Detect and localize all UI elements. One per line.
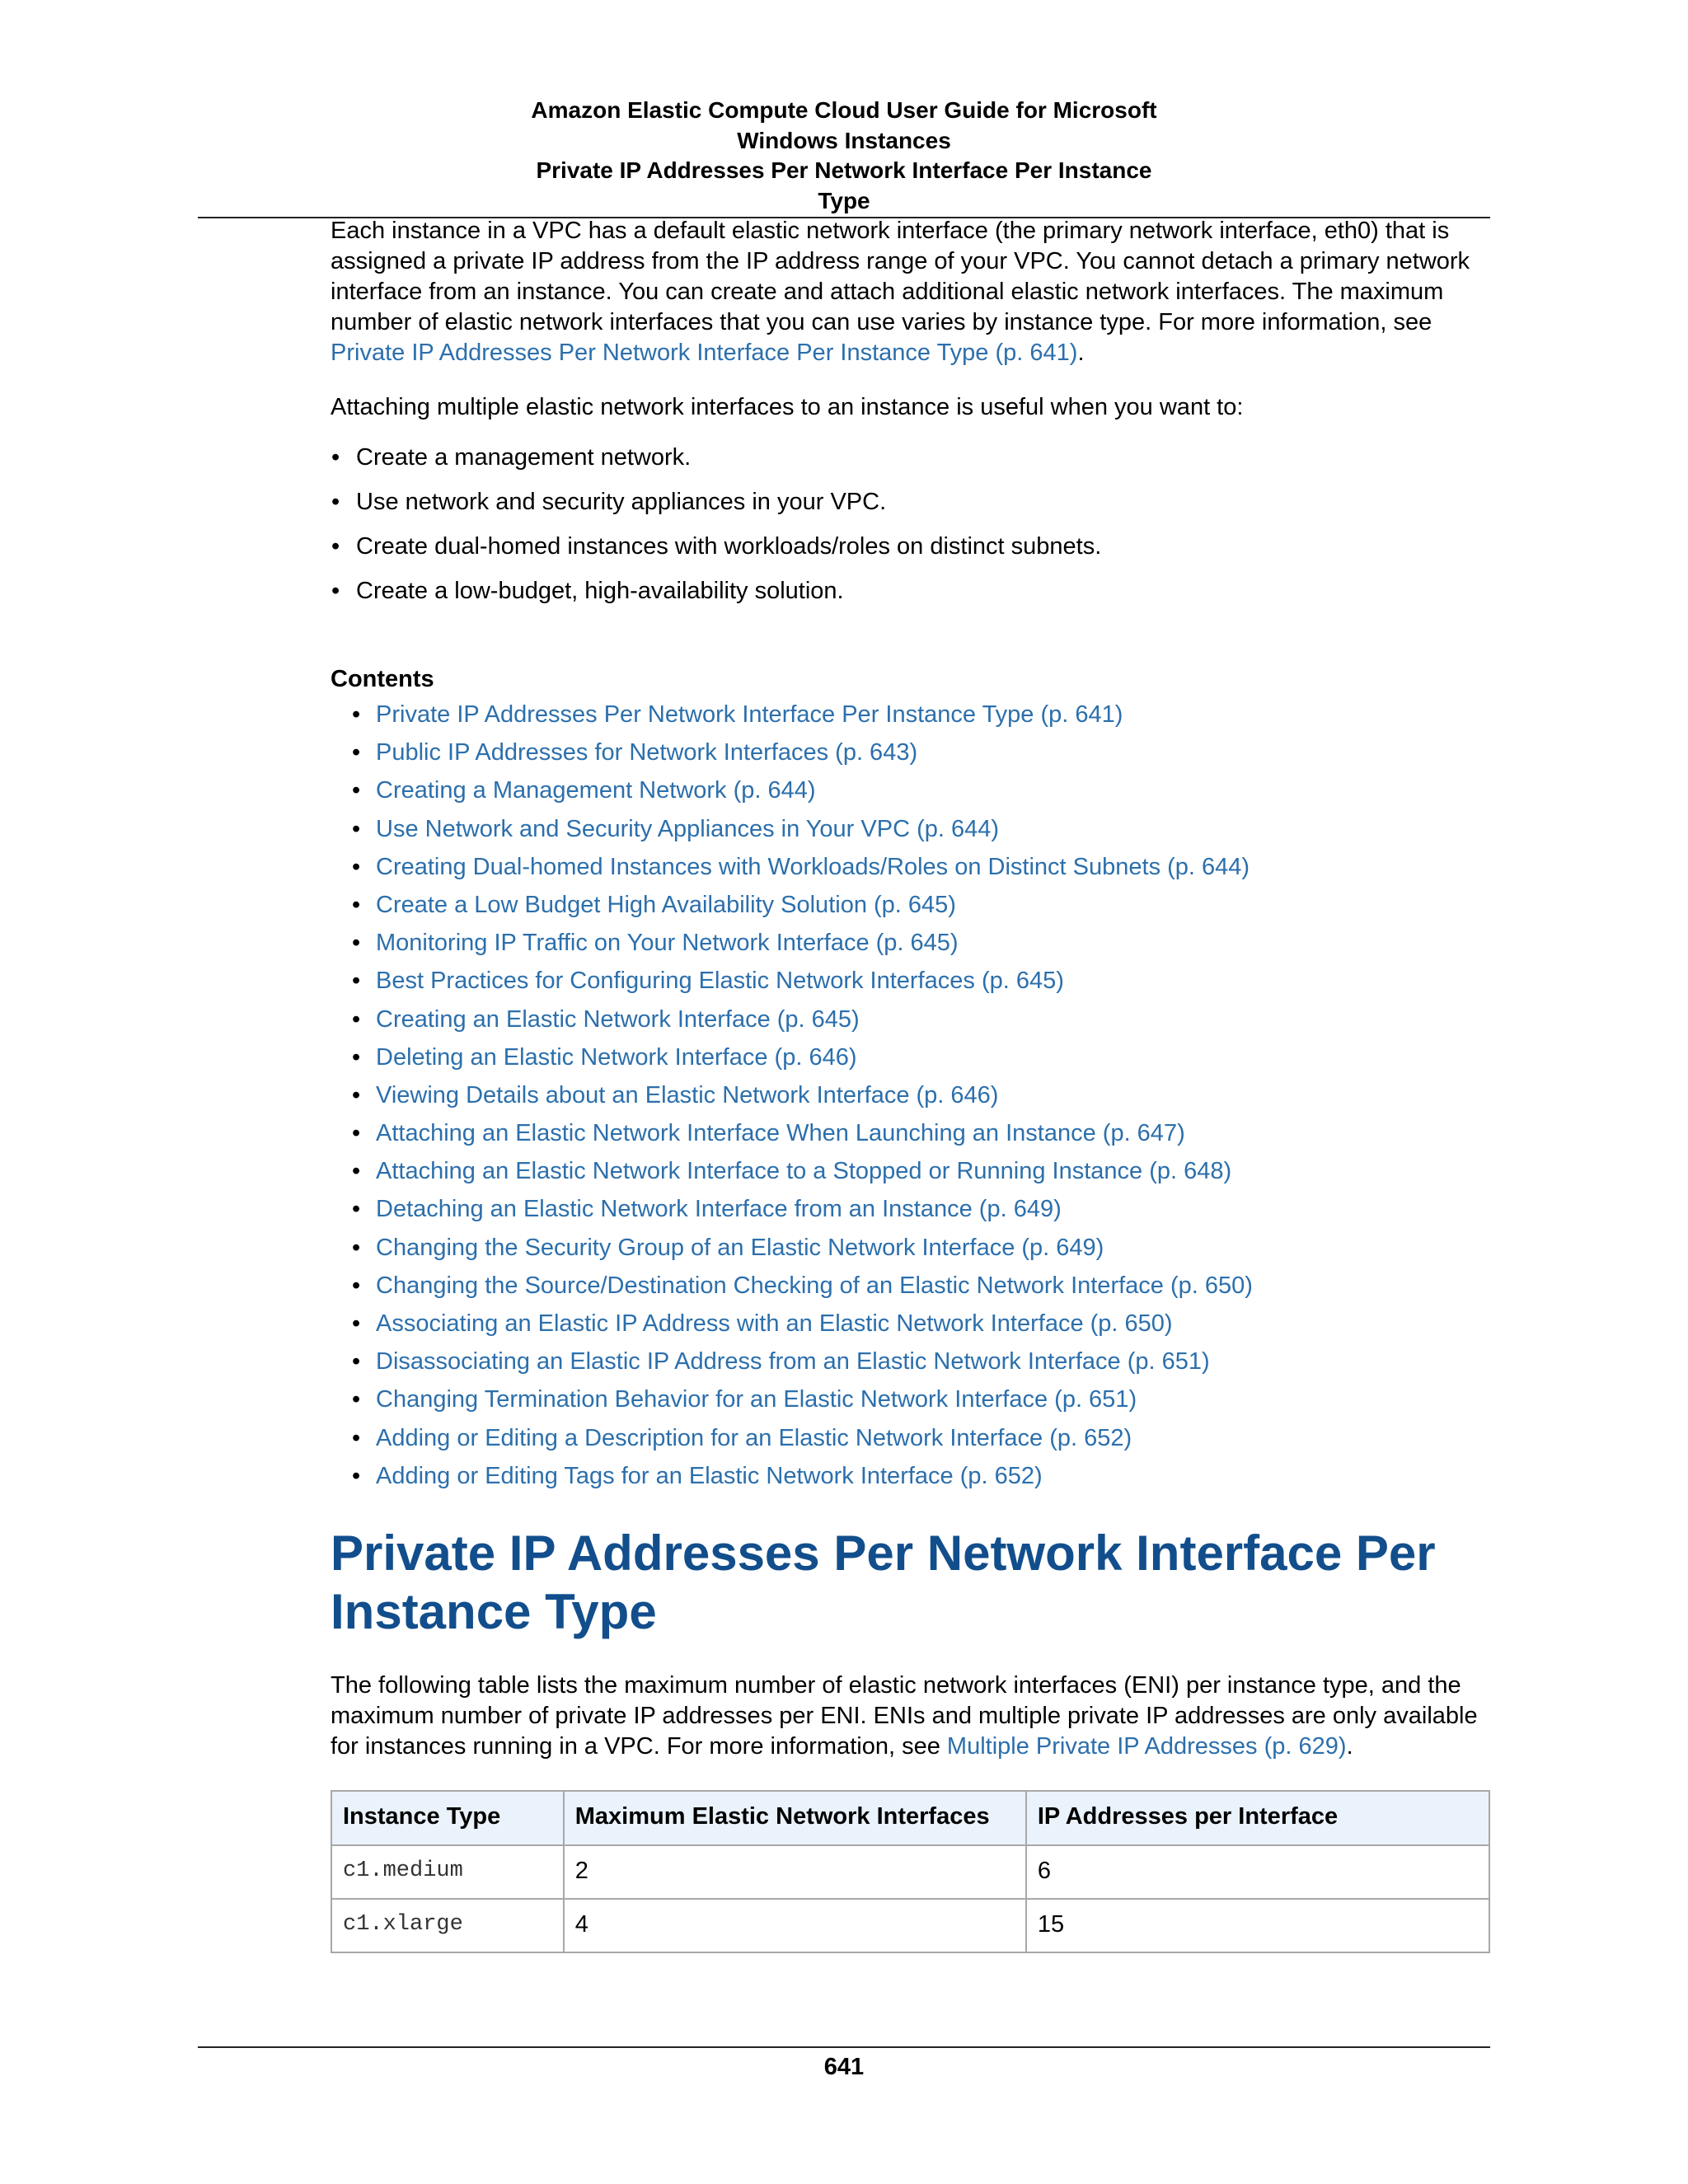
instance-type-table (331, 1790, 1490, 1953)
header-line-2: Windows Instances (737, 127, 951, 153)
toc-link[interactable]: Best Practices for Configuring Elastic Network Interfaces (p. 645) (376, 968, 1064, 995)
toc-link[interactable]: Viewing Details about an Elastic Network Interface (p. 646) (376, 1081, 999, 1108)
table-row (331, 1845, 1489, 1899)
toc-link[interactable]: Monitoring IP Traffic on Your Network Interface (p. 645) (376, 930, 959, 957)
toc-item (331, 1118, 1493, 1156)
toc-link[interactable]: Associating an Elastic IP Address with an Elastic Network Interface (p. 650) (376, 1310, 1173, 1337)
list-item: • Create a management network. (331, 443, 1493, 473)
running-header (198, 96, 1490, 216)
toc-item (331, 1347, 1493, 1385)
intro-paragraph (331, 216, 1493, 368)
intro-paragraph-end: . (1077, 340, 1085, 366)
list-item: • Create a low-budget, high-availability solution. (331, 576, 1493, 607)
toc-link[interactable]: Creating an Elastic Network Interface (p. 645) (376, 1005, 860, 1033)
toc-link[interactable]: Creating Dual-homed Instances with Workloads/Roles on Distinct Subnets (p. 644) (376, 853, 1250, 880)
toc-link[interactable]: Changing Termination Behavior for an Elastic Network Interface (p. 651) (376, 1386, 1137, 1413)
toc-item (331, 890, 1493, 928)
toc-link[interactable]: Disassociating an Elastic IP Address from an Elastic Network Interface (p. 651) (376, 1348, 1210, 1376)
section-heading: Private IP Addresses Per Network Interface Per Instance Type (331, 1525, 1436, 1639)
footer-divider (198, 2046, 1490, 2048)
multiple-private-ip-link[interactable]: Multiple Private IP Addresses (p. 629) (946, 1732, 1347, 1760)
toc-link[interactable]: Attaching an Elastic Network Interface When Launching an Instance (p. 647) (376, 1120, 1185, 1147)
toc-item (331, 776, 1493, 813)
use-cases-list (331, 443, 1493, 607)
toc-link[interactable]: Adding or Editing a Description for an Elastic Network Interface (p. 652) (376, 1424, 1132, 1451)
toc-link[interactable]: Attaching an Elastic Network Interface to a Stopped or Running Instance (p. 648) (376, 1158, 1232, 1185)
table-intro-text: The following table lists the maximum number of elastic network interfaces (ENI) per instance type, and the maximum number of private IP addresses per ENI. ENIs and multiple private IP addresses are only available for instances running in a VPC. For more information, see (331, 1671, 1478, 1760)
table-cell: 6 (1026, 1845, 1489, 1899)
private-ip-link[interactable]: Private IP Addresses Per Network Interface Per Instance Type (p. 641) (331, 340, 1078, 366)
header-line-4: Type (818, 187, 870, 213)
toc-link[interactable]: Public IP Addresses for Network Interfaces (p. 643) (376, 739, 918, 766)
contents-heading: Contents (331, 666, 434, 692)
toc-item (331, 852, 1493, 890)
toc-link[interactable]: Private IP Addresses Per Network Interface Per Instance Type (p. 641) (376, 701, 1123, 728)
table-cell: 2 (564, 1845, 1026, 1899)
toc-item (331, 928, 1493, 966)
list-item: • Create dual-homed instances with workloads/roles on distinct subnets. (331, 532, 1493, 562)
toc-item (331, 1156, 1493, 1194)
toc-link[interactable]: Deleting an Elastic Network Interface (p. 646) (376, 1043, 857, 1071)
toc-item (331, 700, 1493, 738)
toc-item (331, 1005, 1493, 1043)
toc-link[interactable]: Adding or Editing Tags for an Elastic Network Interface (p. 652) (376, 1462, 1043, 1489)
column-header-ip-per-interface: IP Addresses per Interface (1026, 1791, 1489, 1845)
toc-item (331, 1461, 1493, 1499)
table-intro-end: . (1346, 1732, 1353, 1760)
header-line-1: Amazon Elastic Compute Cloud User Guide for Microsoft (531, 97, 1157, 123)
toc-link[interactable]: Changing the Source/Destination Checking of an Elastic Network Interface (p. 650) (376, 1272, 1253, 1299)
toc-item (331, 1385, 1493, 1422)
table-cell: 4 (564, 1899, 1026, 1952)
toc-link[interactable]: Creating a Management Network (p. 644) (376, 777, 816, 804)
table-header-row (331, 1791, 1489, 1845)
toc-item (331, 1080, 1493, 1118)
table-cell: c1.medium (331, 1845, 564, 1899)
column-header-instance-type: Instance Type (331, 1791, 564, 1845)
toc-item (331, 1043, 1493, 1080)
toc-item (331, 1309, 1493, 1347)
toc-link[interactable]: Detaching an Elastic Network Interface from an Instance (p. 649) (376, 1196, 1062, 1223)
toc-item (331, 814, 1493, 852)
toc-item (331, 1194, 1493, 1232)
column-header-max-eni: Maximum Elastic Network Interfaces (564, 1791, 1026, 1845)
page-body (331, 216, 1493, 1953)
intro-paragraph-text: Each instance in a VPC has a default elastic network interface (the primary network interface, eth0) that is assigned a private IP address from the IP address range of your VPC. You cannot detach a primary network interface from an instance. You can create and attach additional elastic network interfaces. The maximum number of elastic network interfaces that you can use varies by instance type. For more information, see (331, 218, 1470, 335)
use-cases-intro: Attaching multiple elastic network interfaces to an instance is useful when you want to: (331, 394, 1244, 420)
table-cell: 15 (1026, 1899, 1489, 1952)
page-number: 641 (823, 2054, 865, 2080)
toc-item (331, 1423, 1493, 1461)
table-cell: c1.xlarge (331, 1899, 564, 1952)
list-item: • Use network and security appliances in your VPC. (331, 487, 1493, 518)
toc-item (331, 1233, 1493, 1271)
toc-item (331, 1271, 1493, 1309)
header-line-3: Private IP Addresses Per Network Interface Per Instance (536, 157, 1152, 183)
toc-item (331, 966, 1493, 1004)
table-row (331, 1899, 1489, 1952)
toc-item (331, 738, 1493, 776)
toc-link[interactable]: Create a Low Budget High Availability Solution (p. 645) (376, 891, 956, 918)
contents-list (331, 700, 1493, 1499)
toc-link[interactable]: Use Network and Security Appliances in Your VPC (p. 644) (376, 815, 1000, 842)
table-intro-paragraph (331, 1671, 1493, 1762)
toc-link[interactable]: Changing the Security Group of an Elastic Network Interface (p. 649) (376, 1234, 1104, 1261)
